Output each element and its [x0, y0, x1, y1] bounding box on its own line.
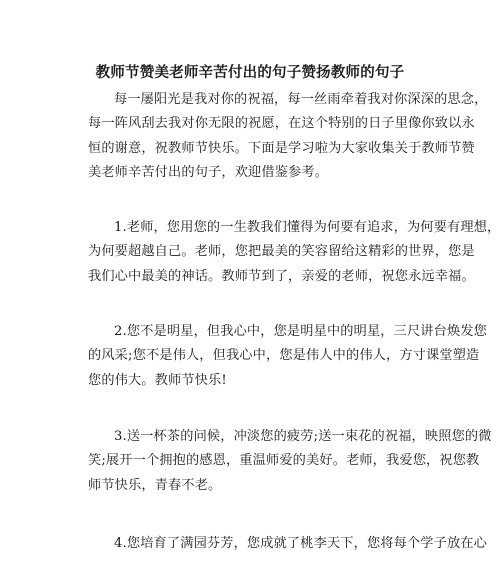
intro-line: 每一阵风刮去我对你无限的祝愿，在这个特别的日子里像你致以永 — [88, 116, 475, 132]
list-item-4 — [88, 532, 487, 556]
list-item-2 — [88, 320, 487, 393]
intro-line: 恒的谢意，祝教师节快乐。下面是学习啦为大家收集关于教师节赞 — [88, 140, 475, 156]
list-item-line: 您的伟大。教师节快乐! — [88, 372, 227, 388]
list-item-1 — [88, 216, 500, 289]
list-item-line: 师节快乐，青春不老。 — [88, 477, 222, 493]
document-title: 教师节赞美老师辛苦付出的句子赞扬教师的句子 — [95, 64, 405, 81]
list-item-line: 笑;展开一个拥抱的感恩，重温师爱的美好。老师，我爱您，祝您教 — [88, 453, 480, 469]
list-item-3 — [88, 425, 492, 498]
list-item-line: 2.您不是明星，但我心中，您是明星中的明星，三尺讲台焕发您 — [114, 324, 487, 339]
list-item-line: 4.您培育了满园芬芳，您成就了桃李天下，您将每个学子放在心 — [114, 536, 487, 551]
list-item-line: 1.老师，您用您的一生教我们懂得为何要有追求，为何要有理想， — [114, 220, 500, 235]
list-item-line: 3.送一杯茶的问候，冲淡您的疲劳;送一束花的祝福，映照您的微 — [114, 429, 492, 444]
list-item-line: 的风采;您不是伟人，但我心中，您是伟人中的伟人，方寸课堂塑造 — [88, 348, 480, 364]
intro-paragraph — [88, 88, 488, 186]
list-item-line: 我们心中最美的神话。教师节到了，亲爱的老师，祝您永远幸福。 — [88, 268, 475, 284]
intro-line: 美老师辛苦付出的句子，欢迎借鉴参考。 — [88, 165, 329, 181]
intro-line: 每一屡阳光是我对你的祝福，每一丝雨牵着我对你深深的思念， — [114, 92, 488, 107]
page-bottom-fade — [0, 556, 500, 566]
list-item-line: 为何要超越自己。老师，您把最美的笑容留给这精彩的世界，您是 — [88, 244, 475, 260]
